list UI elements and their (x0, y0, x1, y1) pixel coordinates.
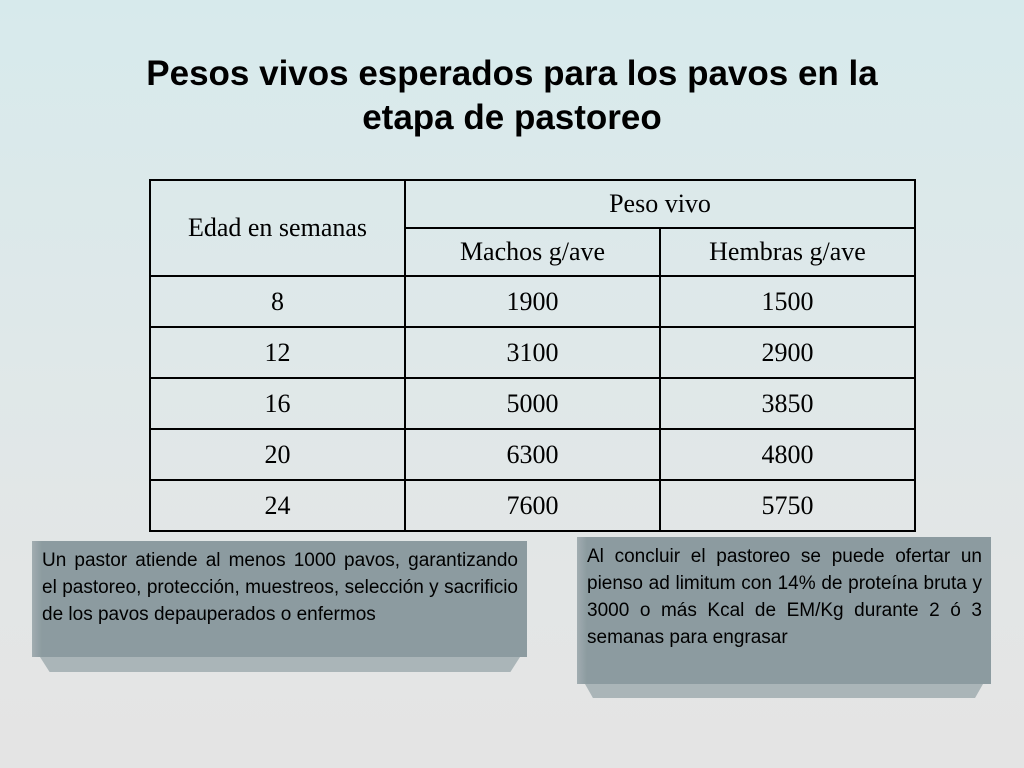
weights-table-container (149, 179, 916, 532)
male-weight-cell: 3100 (405, 327, 660, 378)
table-row (150, 327, 915, 378)
table-row (150, 480, 915, 531)
age-header: Edad en semanas (150, 180, 405, 276)
table-row (150, 276, 915, 327)
title-line-2: etapa de pastoreo (362, 98, 662, 137)
table-row (150, 378, 915, 429)
live-weight-header: Peso vivo (405, 180, 915, 228)
male-weight-cell: 5000 (405, 378, 660, 429)
male-weight-cell: 7600 (405, 480, 660, 531)
age-cell: 12 (150, 327, 405, 378)
age-cell: 16 (150, 378, 405, 429)
female-weight-cell: 2900 (660, 327, 915, 378)
female-weight-cell: 5750 (660, 480, 915, 531)
left-note-text: Un pastor atiende al menos 1000 pavos, garantizando el pastoreo, protección, muestreos, selección y sacrificio de los pavos depauperados o enfermos (42, 550, 518, 625)
right-note-box (577, 537, 991, 684)
age-cell: 20 (150, 429, 405, 480)
title-line-1: Pesos vivos esperados para los pavos en la (146, 54, 878, 93)
table-row (150, 429, 915, 480)
female-weight-cell: 1500 (660, 276, 915, 327)
male-weight-cell: 6300 (405, 429, 660, 480)
right-note-shadow (585, 684, 983, 698)
table-header-row (150, 180, 915, 228)
slide-title (40, 52, 984, 140)
male-weight-cell: 1900 (405, 276, 660, 327)
age-cell: 8 (150, 276, 405, 327)
female-weight-cell: 4800 (660, 429, 915, 480)
left-note-box (32, 541, 527, 657)
left-note-shadow (40, 657, 520, 672)
female-header: Hembras g/ave (660, 228, 915, 276)
male-header: Machos g/ave (405, 228, 660, 276)
female-weight-cell: 3850 (660, 378, 915, 429)
age-cell: 24 (150, 480, 405, 531)
right-note-text: Al concluir el pastoreo se puede ofertar un pienso ad limitum con 14% de proteína bruta y 3000 o más Kcal de EM/Kg durante 2 ó 3 semanas para engrasar (587, 546, 982, 648)
weights-table (149, 179, 916, 532)
